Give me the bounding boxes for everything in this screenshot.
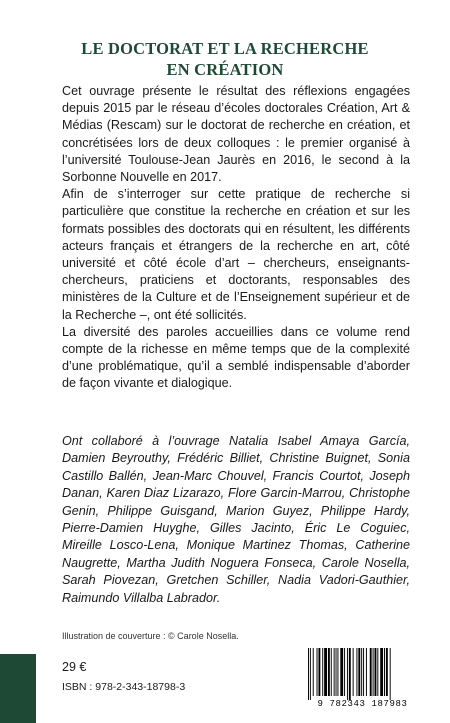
title-line-1: LE DOCTORAT ET LA RECHERCHE xyxy=(81,39,369,58)
barcode-bar xyxy=(358,648,360,696)
barcode-bar xyxy=(375,648,377,696)
barcode-bar xyxy=(366,648,367,696)
barcode xyxy=(300,648,425,714)
blurb-paragraph-2: Afin de s’interroger sur cette pratique de recherche si particulière que constitue la recherche en création et sur les formats possibles des doctorats qui en résultent, les différents acteurs français et étrangers de la recherche en art, côté université et côté école d’art – chercheurs, enseignants-chercheurs, praticiens et doctorants, responsables des ministères de la Culture et de l’Enseignement supérieur et de la Recherche –, ont été sollicités. xyxy=(62,187,410,322)
barcode-bar xyxy=(313,648,314,696)
contributors-list: Ont collaboré à l’ouvrage Natalia Isabel Amaya García, Damien Beyrouthy, Frédéric Billiet, Christine Buignet, Sonia Castillo Ballén, Jean-Marc Chouvel, Francis Courtot, Joseph Danan, Karen Diaz Lizarazo, Flore Garcin-Marrou, Christophe Genin, Philippe Guisgand, Marion Guyez, Philippe Hardy, Pierre-Damien Huyghe, Gilles Jacinto, Éric Le Coguiec, Mireille Losco-Lena, Monique Martinez Thomas, Catherine Naugrette, Martha Judith Noguera Fonseca, Carole Nosella, Sarah Piovezan, Gretchen Schiller, Nadia Vadori-Gauthier, Raimundo Villalba Labrador. xyxy=(62,434,410,605)
publisher-color-band xyxy=(0,654,36,723)
barcode-bar xyxy=(337,648,338,696)
blurb-paragraph-3: La diversité des paroles accueillies dans ce volume rend compte de la richesse en même temps que de la complexité d’une problématique, qu’il a semblé indispensable d’aborder de façon vivante et dialogique. xyxy=(62,324,410,391)
barcode-bar xyxy=(328,648,330,696)
barcode-bar xyxy=(361,648,362,696)
barcode-bar xyxy=(384,648,385,696)
price-label: 29 € xyxy=(62,660,87,674)
barcode-bar xyxy=(324,648,327,696)
barcode-bar xyxy=(380,648,383,696)
barcode-bar xyxy=(318,648,320,696)
barcode-bar xyxy=(377,648,378,696)
barcode-digits: 9 782343 187983 xyxy=(317,699,408,709)
barcode-bar xyxy=(349,648,351,700)
book-title xyxy=(30,38,420,80)
isbn-label: ISBN : 978-2-343-18798-3 xyxy=(62,681,186,693)
barcode-bar xyxy=(386,648,388,696)
barcode-bar xyxy=(356,648,357,696)
barcode-bars xyxy=(300,648,425,700)
barcode-bar xyxy=(334,648,335,696)
barcode-bar xyxy=(370,648,372,696)
barcode-bar xyxy=(322,648,323,696)
barcode-bar xyxy=(390,648,391,700)
barcode-bar xyxy=(353,648,354,696)
barcode-bar xyxy=(331,648,332,696)
barcode-bar xyxy=(363,648,364,696)
barcode-bar xyxy=(340,648,343,696)
barcode-bar xyxy=(347,648,348,700)
blurb-paragraph-1: Cet ouvrage présente le résultat des réflexions engagées depuis 2015 par le réseau d’écoles doctorales Création, Art & Médias (Rescam) sur le doctorat de recherche en création, et concrétisées lors de deux colloques : le premier organisé à l’université Toulouse-Jean Jaurès en 2016, le second à la Sorbonne Nouvelle en 2017. xyxy=(62,84,410,185)
barcode-bar xyxy=(336,648,337,696)
barcode-bar xyxy=(373,648,374,696)
title-line-2: EN CRÉATION xyxy=(166,60,284,79)
barcode-bar xyxy=(308,648,309,700)
barcode-bar xyxy=(344,648,345,696)
barcode-bar xyxy=(310,648,311,700)
barcode-bar xyxy=(317,648,318,696)
back-cover-blurb xyxy=(62,83,410,393)
cover-illustration-credit: Illustration de couverture : © Carole Nosella. xyxy=(62,631,239,641)
